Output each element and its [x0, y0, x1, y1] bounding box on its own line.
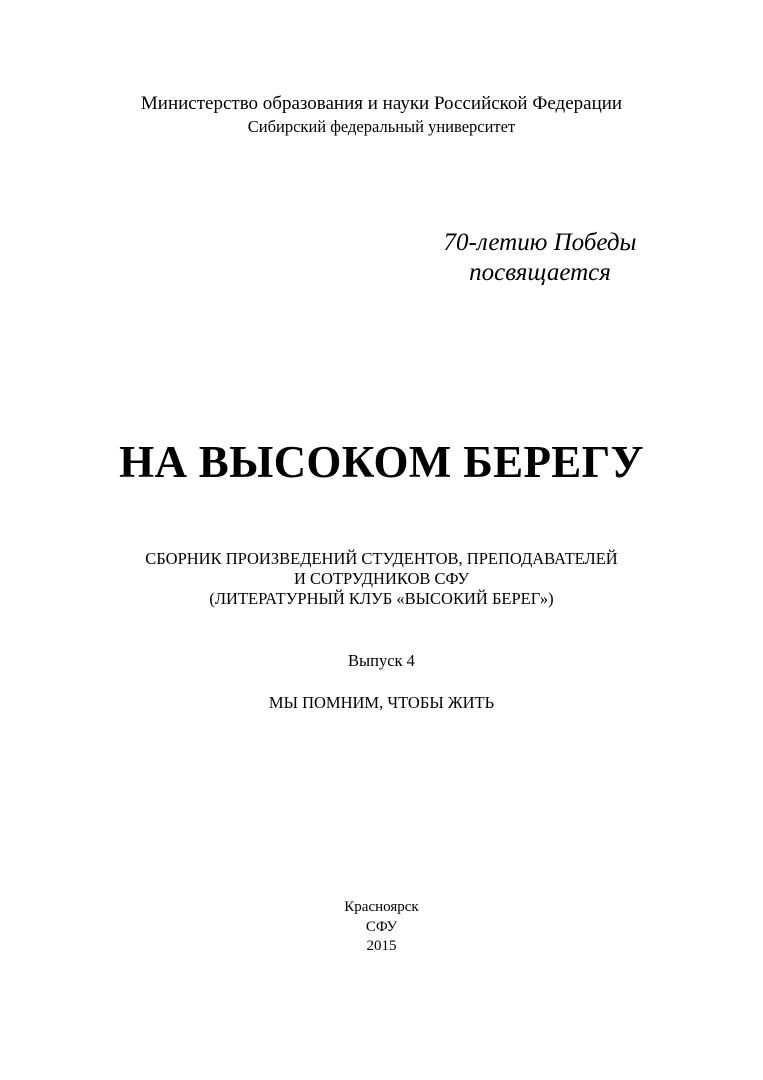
ministry-name: Министерство образования и науки Российской Федерации [140, 93, 623, 114]
motto: МЫ ПОМНИМ, ЧТОБЫ ЖИТЬ [268, 693, 495, 712]
imprint-publisher: СФУ [365, 919, 398, 935]
subtitle-line-2: И СОТРУДНИКОВ СФУ [293, 569, 469, 588]
issue-number: Выпуск 4 [348, 651, 415, 670]
subtitle-line-3: (ЛИТЕРАТУРНЫЙ КЛУБ «ВЫСОКИЙ БЕРЕГ») [209, 589, 554, 608]
imprint-city: Красноярск [344, 899, 419, 915]
dedication-line-1: 70-летию Победы [443, 229, 637, 256]
book-title: НА ВЫСОКОМ БЕРЕГУ [119, 437, 644, 487]
subtitle-line-1: СБОРНИК ПРОИЗВЕДЕНИЙ СТУДЕНТОВ, ПРЕПОДАВАТЕЛЕЙ [145, 549, 618, 568]
university-name: Сибирский федеральный университет [247, 117, 516, 136]
imprint-year: 2015 [366, 938, 397, 954]
dedication-line-2: посвящается [469, 259, 611, 286]
